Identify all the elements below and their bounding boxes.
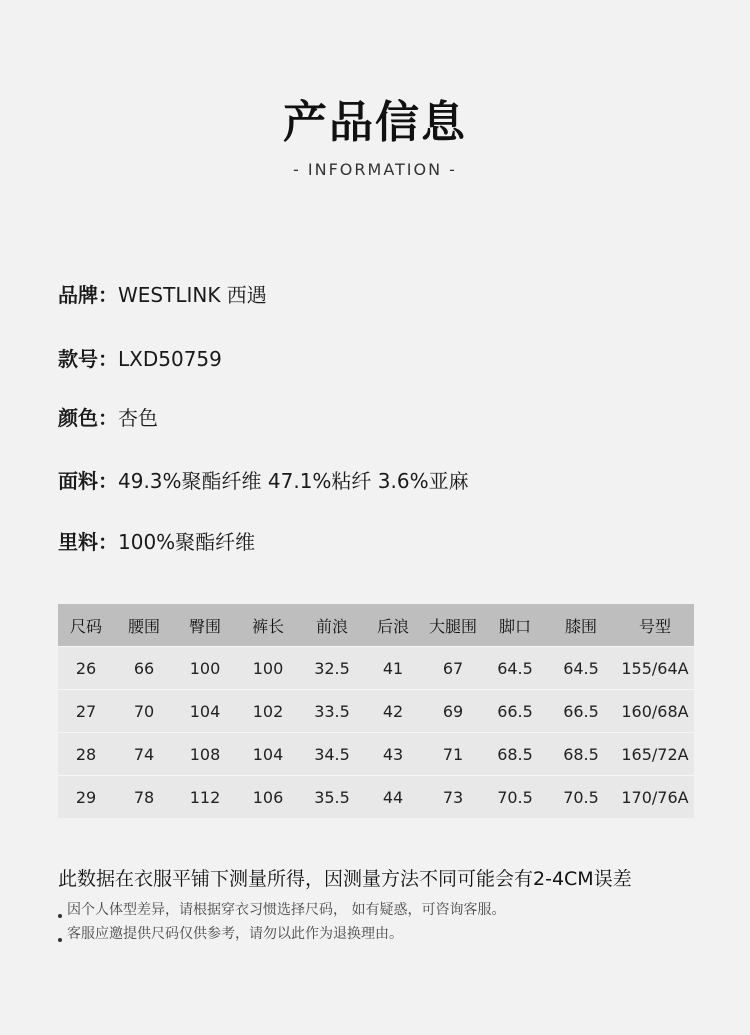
table-cell: 66.5 [484,690,546,733]
header-cell: 裤长 [236,604,300,647]
info-lining-label: 里料： [58,530,118,554]
table-cell: 64.5 [546,647,616,690]
info-color [58,402,158,431]
info-brand-value: WESTLINK 西遇 [118,283,267,307]
page-subtitle: - INFORMATION - [293,160,457,179]
info-fabric [58,465,469,494]
table-cell: 42 [364,690,422,733]
info-lining [58,526,255,555]
table-row [58,776,694,819]
table-cell: 106 [236,776,300,819]
info-color-label: 颜色： [58,406,118,430]
table-cell: 28 [58,733,114,776]
table-row [58,733,694,776]
table-cell: 160/68A [616,690,694,733]
table-cell: 35.5 [300,776,364,819]
table-cell: 64.5 [484,647,546,690]
measurement-note: 此数据在衣服平铺下测量所得，因测量方法不同可能会有2-4CM误差 [58,868,632,890]
info-fabric-value: 49.3%聚酯纤维 47.1%粘纤 3.6%亚麻 [118,469,469,493]
table-cell: 33.5 [300,690,364,733]
table-cell: 66.5 [546,690,616,733]
header-cell: 大腿围 [422,604,484,647]
header-cell: 前浪 [300,604,364,647]
table-cell: 26 [58,647,114,690]
table-cell: 67 [422,647,484,690]
info-lining-value: 100%聚酯纤维 [118,530,256,554]
table-cell: 155/64A [616,647,694,690]
table-cell: 29 [58,776,114,819]
table-cell: 73 [422,776,484,819]
table-cell: 165/72A [616,733,694,776]
header-cell: 腰围 [114,604,174,647]
table-cell: 70 [114,690,174,733]
note-item-text: 因个人体型差异，请根据穿衣习惯选择尺码， 如有疑惑，可咨询客服。 [67,902,506,918]
table-cell: 44 [364,776,422,819]
page-title: 产品信息 [283,97,467,148]
table-cell: 34.5 [300,733,364,776]
info-brand [58,279,267,308]
header-cell: 号型 [616,604,694,647]
bullet-icon [58,914,62,918]
info-color-value: 杏色 [118,406,158,430]
table-cell: 68.5 [546,733,616,776]
table-row [58,690,694,733]
table-cell: 104 [236,733,300,776]
table-cell: 100 [236,647,300,690]
table-cell: 104 [174,690,236,733]
table-cell: 71 [422,733,484,776]
header-cell: 臀围 [174,604,236,647]
table-cell: 108 [174,733,236,776]
table-cell: 32.5 [300,647,364,690]
table-cell: 66 [114,647,174,690]
table-cell: 41 [364,647,422,690]
note-item [58,899,505,919]
table-cell: 43 [364,733,422,776]
table-cell: 69 [422,690,484,733]
note-item [58,923,403,943]
size-table [58,604,694,818]
note-item-text: 客服应邀提供尺码仅供参考，请勿以此作为退换理由。 [67,926,403,942]
size-table-header [58,604,694,647]
info-style-number-value: LXD50759 [118,347,222,371]
info-style-number [58,343,222,372]
header-cell: 尺码 [58,604,114,647]
header-cell: 膝围 [546,604,616,647]
info-brand-label: 品牌： [58,283,118,307]
info-style-number-label: 款号： [58,347,118,371]
table-cell: 78 [114,776,174,819]
bullet-icon [58,938,62,942]
info-fabric-label: 面料： [58,469,118,493]
table-cell: 102 [236,690,300,733]
table-cell: 170/76A [616,776,694,819]
table-row [58,647,694,690]
table-cell: 68.5 [484,733,546,776]
table-cell: 74 [114,733,174,776]
table-cell: 112 [174,776,236,819]
table-cell: 70.5 [484,776,546,819]
table-cell: 100 [174,647,236,690]
header-cell: 脚口 [484,604,546,647]
header-cell: 后浪 [364,604,422,647]
table-cell: 70.5 [546,776,616,819]
table-cell: 27 [58,690,114,733]
